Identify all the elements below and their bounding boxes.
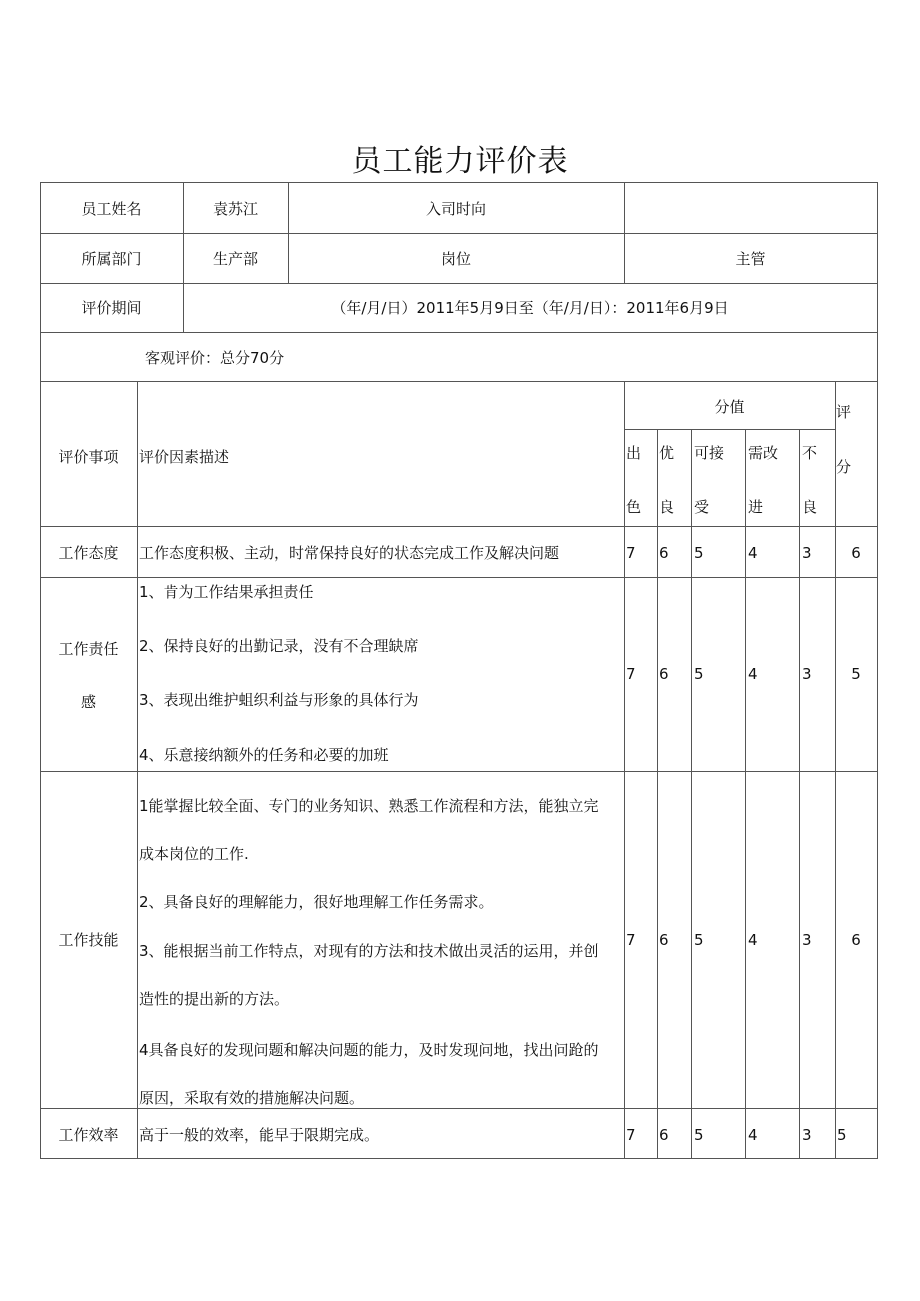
score-cell: 4: [748, 931, 758, 949]
header-score-group: 分值: [714, 398, 745, 416]
objective-score: 客观评价：总分70分: [145, 349, 285, 367]
score-cell: 5: [694, 931, 704, 949]
row-description: 高于一般的效率，能早于限期完成。: [139, 1126, 380, 1144]
level-good: 优: [659, 444, 675, 462]
dept-label: 所属部门: [81, 250, 142, 268]
name-value: 袁苏江: [212, 200, 258, 218]
row-item: 工作技能: [58, 931, 119, 949]
score-cell: 7: [626, 931, 636, 949]
score-cell: 4: [748, 544, 758, 562]
rating-cell: 5: [851, 665, 861, 683]
row-item: 工作责任: [58, 640, 119, 658]
level-poor: 不: [802, 444, 818, 462]
level-excellent-2: 色: [626, 498, 642, 516]
score-cell: 4: [748, 665, 758, 683]
rating-cell: 6: [851, 544, 861, 562]
score-cell: 6: [659, 931, 669, 949]
level-acceptable-2: 受: [694, 498, 710, 516]
level-good-2: 良: [659, 498, 675, 516]
rating-cell: 5: [837, 1126, 847, 1144]
row-description-line: 1能掌握比较全面、专门的业务知识、熟悉工作流程和方法，能独立完: [139, 797, 599, 815]
post-value: 主管: [735, 250, 766, 268]
score-cell: 7: [626, 1126, 636, 1144]
header-rating: 评: [836, 403, 852, 421]
header-rating-2: 分: [836, 458, 852, 476]
row-description-line: 4、乐意接纳额外的任务和必要的加班: [139, 746, 389, 764]
period-label: 评价期间: [81, 299, 142, 317]
score-cell: 5: [694, 665, 704, 683]
score-cell: 5: [694, 1126, 704, 1144]
score-cell: 3: [802, 665, 812, 683]
score-cell: 6: [659, 665, 669, 683]
level-excellent: 出: [626, 444, 642, 462]
post-label: 岗位: [440, 250, 471, 268]
score-cell: 5: [694, 544, 704, 562]
header-description: 评价因素描述: [139, 448, 230, 466]
score-cell: 7: [626, 544, 636, 562]
level-needs-improvement-2: 进: [748, 498, 764, 516]
row-description-line: 1、肯为工作结果承担责任: [139, 583, 314, 601]
score-cell: 3: [802, 544, 812, 562]
row-description-line: 原因，采取有效的措施解决问题。: [139, 1089, 365, 1107]
score-cell: 3: [802, 1126, 812, 1144]
header-item: 评价事项: [58, 448, 119, 466]
score-cell: 4: [748, 1126, 758, 1144]
score-cell: 6: [659, 1126, 669, 1144]
row-item: 工作态度: [58, 544, 119, 562]
row-description: 工作态度积极、主动，时常保持良好的状态完成工作及解决问题: [139, 544, 560, 562]
row-description-line: 4具备良好的发现问题和解决问题的能力，及时发现问地，找出问跄的: [139, 1041, 599, 1059]
score-cell: 6: [659, 544, 669, 562]
row-description-line: 2、具备良好的理解能力，很好地理解工作任务需求。: [139, 893, 494, 911]
name-label: 员工姓名: [81, 200, 142, 218]
score-cell: 7: [626, 665, 636, 683]
page-title: 员工能力评价表: [351, 144, 569, 179]
row-item: 工作效率: [58, 1126, 119, 1144]
row-description-line: 成本岗位的工作.: [139, 845, 249, 863]
score-cell: 3: [802, 931, 812, 949]
level-acceptable: 可接: [694, 444, 725, 462]
row-description-line: 2、保持良好的出勤记录，没有不合理缺席: [139, 637, 419, 655]
dept-value: 生产部: [212, 250, 258, 268]
row-description-line: 造性的提出新的方法。: [139, 990, 290, 1008]
rating-cell: 6: [851, 931, 861, 949]
level-poor-2: 良: [802, 498, 818, 516]
row-item-line-2: 感: [80, 693, 96, 711]
row-description-line: 3、表现出维护蛆织利益与形象的具体行为: [139, 691, 419, 709]
period-value: （年/月/日）2011年5月9日至（年/月/日）：2011年6月9日: [331, 299, 729, 317]
join-date-label: 入司时向: [425, 200, 486, 218]
row-description-line: 3、能根据当前工作特点，对现有的方法和技术做出灵活的运用，并创: [139, 942, 599, 960]
level-needs-improvement: 需改: [748, 444, 779, 462]
